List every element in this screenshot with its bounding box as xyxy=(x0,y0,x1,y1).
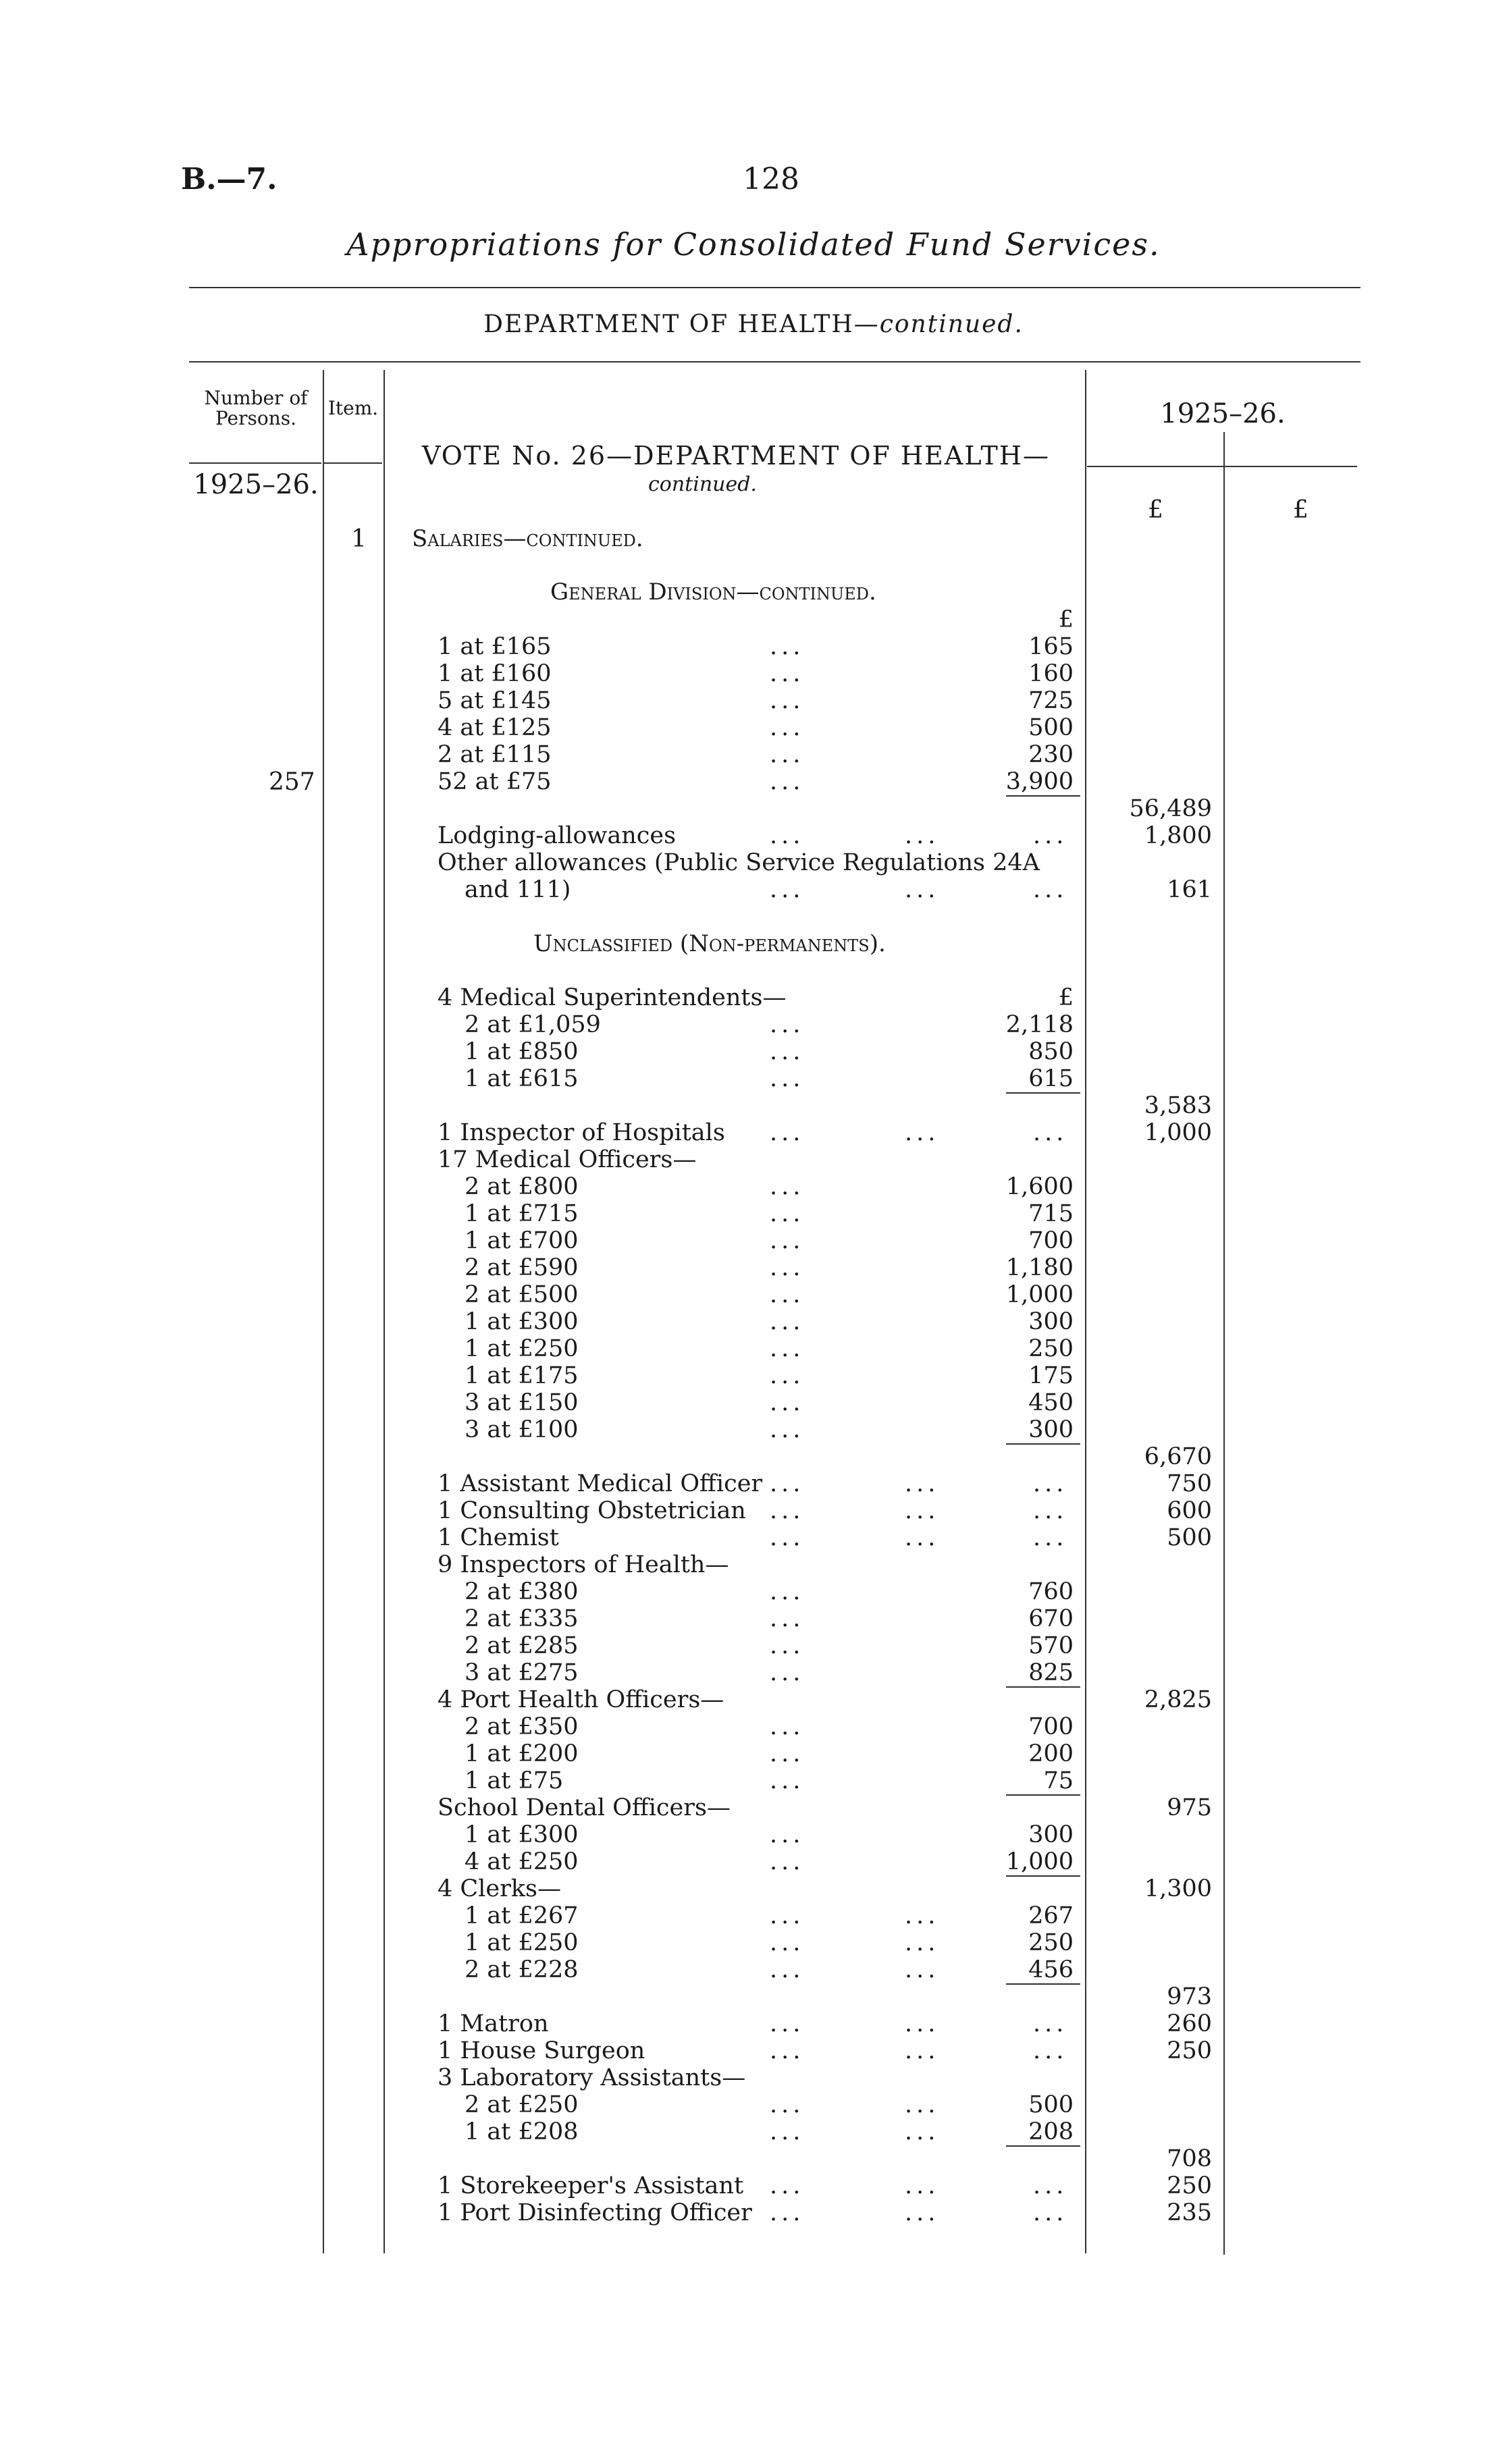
row-label: 1 at £175 xyxy=(465,1362,579,1389)
general-division-heading: General Division—continued. xyxy=(550,579,876,606)
row-label: 2 at £228 xyxy=(465,1956,579,1983)
row-label: 1 at £160 xyxy=(438,660,552,687)
row-label: 2 at £250 xyxy=(465,2091,579,2118)
row-label: and 111) xyxy=(465,876,571,903)
leader-dots: ... xyxy=(1033,2199,1068,2226)
row-label: 2 at £500 xyxy=(465,1281,579,1308)
top-rule xyxy=(189,287,1360,288)
table-row xyxy=(0,1767,1507,1794)
leader-dots: ... xyxy=(770,768,805,795)
leader-dots: ... xyxy=(770,1659,805,1686)
table-row xyxy=(0,1092,1507,1119)
table-row xyxy=(0,1929,1507,1956)
page-number: 128 xyxy=(743,162,799,196)
row-label: 1 at £165 xyxy=(438,633,552,660)
row-label: 4 Clerks— xyxy=(438,1875,561,1902)
table-row xyxy=(0,2091,1507,2118)
item-amount: 267 xyxy=(1028,1902,1074,1929)
table-row xyxy=(0,984,1507,1011)
leader-dots: ... xyxy=(1033,2037,1068,2064)
row-label: 1 at £250 xyxy=(465,1929,579,1956)
item-amount: 1,000 xyxy=(1005,1848,1074,1875)
leader-dots: ... xyxy=(770,1038,805,1065)
item-amount: 1,000 xyxy=(1005,1281,1074,1308)
table-row xyxy=(0,1227,1507,1254)
table-row xyxy=(0,1632,1507,1659)
table-row xyxy=(0,1983,1507,2010)
leader-dots: ... xyxy=(770,1848,805,1875)
department-heading xyxy=(0,311,1507,338)
table-row xyxy=(0,1200,1507,1227)
row-label: Other allowances (Public Service Regulations 24A xyxy=(438,849,1040,876)
leader-dots: ... xyxy=(1033,1119,1068,1146)
leader-dots: ... xyxy=(770,1416,805,1443)
row-label: 2 at £335 xyxy=(465,1605,579,1632)
item-amount: 230 xyxy=(1028,741,1074,768)
table-row xyxy=(0,1659,1507,1686)
department-continued: —continued. xyxy=(853,311,1024,338)
table-row xyxy=(0,606,1507,633)
table-row xyxy=(0,1497,1507,1524)
row-label: 5 at £145 xyxy=(438,687,552,714)
subtotal-amount: 6,670 xyxy=(1144,1443,1212,1470)
row-label: 2 at £800 xyxy=(465,1173,579,1200)
row-label: 9 Inspectors of Health— xyxy=(438,1551,729,1578)
table-row xyxy=(0,1281,1507,1308)
item-amount: 160 xyxy=(1028,660,1074,687)
table-row xyxy=(0,2064,1507,2091)
table-row xyxy=(0,1686,1507,1713)
row-label: 1 at £615 xyxy=(465,1065,579,1092)
leader-dots: ... xyxy=(770,2199,805,2226)
item-amount: 500 xyxy=(1028,2091,1074,2118)
leader-dots: ... xyxy=(770,1740,805,1767)
row-label: 1 Chemist xyxy=(438,1524,559,1551)
item-amount: 175 xyxy=(1028,1362,1074,1389)
leader-dots: ... xyxy=(905,1119,940,1146)
row-label: 2 at £285 xyxy=(465,1632,579,1659)
subtotal-amount: 1,000 xyxy=(1144,1119,1212,1146)
sum-rule xyxy=(1006,1092,1080,1094)
table-row xyxy=(0,2172,1507,2199)
item-amount: £ xyxy=(1058,984,1074,1011)
table-row xyxy=(0,714,1507,741)
leader-dots: ... xyxy=(770,1119,805,1146)
table-row xyxy=(0,660,1507,687)
row-label: 2 at £590 xyxy=(465,1254,579,1281)
leader-dots: ... xyxy=(770,876,805,903)
table-top-rule xyxy=(189,361,1360,363)
leader-dots: ... xyxy=(770,687,805,714)
table-row xyxy=(0,2037,1507,2064)
table-row xyxy=(0,1821,1507,1848)
item-amount: 1,180 xyxy=(1005,1254,1074,1281)
row-label: 2 at £115 xyxy=(438,741,552,768)
row-label: 17 Medical Officers— xyxy=(438,1146,697,1173)
subtotal-amount: 500 xyxy=(1167,1524,1212,1551)
salaries-heading: Salaries—continued. xyxy=(412,525,643,552)
row-label: 1 at £300 xyxy=(465,1821,579,1848)
leader-dots: ... xyxy=(770,2037,805,2064)
leader-dots: ... xyxy=(770,1389,805,1416)
row-label: 4 Medical Superintendents— xyxy=(438,984,787,1011)
department-name: DEPARTMENT OF HEALTH xyxy=(483,311,854,338)
item-amount: 200 xyxy=(1028,1740,1074,1767)
year-left-header: 1925–26. xyxy=(193,469,319,500)
table-row xyxy=(0,2199,1507,2226)
sum-rule xyxy=(1006,1875,1080,1877)
item-amount: 700 xyxy=(1028,1227,1074,1254)
leader-dots: ... xyxy=(905,1929,940,1956)
row-label: 1 House Surgeon xyxy=(438,2037,645,2064)
item-column-header: Item. xyxy=(327,397,379,419)
leader-dots: ... xyxy=(770,1308,805,1335)
item-amount: 300 xyxy=(1028,1416,1074,1443)
leader-dots: ... xyxy=(905,2118,940,2145)
leader-dots: ... xyxy=(770,1470,805,1497)
item-amount: 300 xyxy=(1028,1308,1074,1335)
row-label: 3 Laboratory Assistants— xyxy=(438,2064,746,2091)
row-label: 1 Inspector of Hospitals xyxy=(438,1119,725,1146)
leader-dots: ... xyxy=(905,2037,940,2064)
subtotal-amount: 975 xyxy=(1167,1794,1212,1821)
item-amount: 165 xyxy=(1028,633,1074,660)
subtotal-amount: 3,583 xyxy=(1144,1092,1212,1119)
table-row xyxy=(0,2145,1507,2172)
row-label: 2 at £380 xyxy=(465,1578,579,1605)
sum-rule xyxy=(1006,2145,1080,2147)
row-label: Lodging-allowances xyxy=(438,822,677,849)
leader-dots: ... xyxy=(770,1497,805,1524)
leader-dots: ... xyxy=(770,1011,805,1038)
table-row xyxy=(0,876,1507,903)
table-row xyxy=(0,795,1507,822)
table-row xyxy=(0,1011,1507,1038)
row-label: 2 at £350 xyxy=(465,1713,579,1740)
leader-dots: ... xyxy=(905,1497,940,1524)
table-row xyxy=(0,1389,1507,1416)
subtotal-amount: 600 xyxy=(1167,1497,1212,1524)
table-row xyxy=(0,1578,1507,1605)
item-amount: 250 xyxy=(1028,1929,1074,1956)
leader-dots: ... xyxy=(905,822,940,849)
table-row xyxy=(0,633,1507,660)
sum-rule xyxy=(1006,1983,1080,1985)
table-row xyxy=(0,1794,1507,1821)
leader-dots: ... xyxy=(770,1578,805,1605)
item-amount: 725 xyxy=(1028,687,1074,714)
leader-dots: ... xyxy=(770,1767,805,1794)
row-label: 1 at £75 xyxy=(465,1767,564,1794)
row-label: 1 at £700 xyxy=(465,1227,579,1254)
row-label: 1 at £200 xyxy=(465,1740,579,1767)
table-row xyxy=(0,1173,1507,1200)
leader-dots: ... xyxy=(1033,1470,1068,1497)
subtotal-amount: 1,800 xyxy=(1144,822,1212,849)
subtotal-amount: 161 xyxy=(1167,876,1212,903)
subtotal-amount: 250 xyxy=(1167,2172,1212,2199)
leader-dots: ... xyxy=(770,2118,805,2145)
leader-dots: ... xyxy=(770,1605,805,1632)
item-head-rule xyxy=(324,462,382,464)
row-label: 3 at £275 xyxy=(465,1659,579,1686)
item-amount: 300 xyxy=(1028,1821,1074,1848)
item-amount: 500 xyxy=(1028,714,1074,741)
item-amount: 715 xyxy=(1028,1200,1074,1227)
leader-dots: ... xyxy=(770,1929,805,1956)
item-amount: 456 xyxy=(1028,1956,1074,1983)
leader-dots: ... xyxy=(905,2199,940,2226)
table-row xyxy=(0,1875,1507,1902)
leader-dots: ... xyxy=(770,1254,805,1281)
table-row xyxy=(0,1065,1507,1092)
table-row xyxy=(0,1902,1507,1929)
sum-rule xyxy=(1006,1686,1080,1688)
leader-dots: ... xyxy=(770,1281,805,1308)
table-row xyxy=(0,1416,1507,1443)
table-row xyxy=(0,1308,1507,1335)
row-label: 1 Matron xyxy=(438,2010,549,2037)
row-label: 4 at £250 xyxy=(465,1848,579,1875)
page-code: B.—7. xyxy=(181,162,277,196)
leader-dots: ... xyxy=(1033,822,1068,849)
table-row xyxy=(0,1524,1507,1551)
row-label: 3 at £100 xyxy=(465,1416,579,1443)
table-row xyxy=(0,687,1507,714)
table-row xyxy=(0,1362,1507,1389)
subtotal-amount: 973 xyxy=(1167,1983,1212,2010)
table-row xyxy=(0,1254,1507,1281)
leader-dots: ... xyxy=(770,1821,805,1848)
unclassified-heading: Unclassified (Non-permanents). xyxy=(533,930,886,957)
table-row xyxy=(0,1470,1507,1497)
table-row xyxy=(0,741,1507,768)
year-right-header: 1925–26. xyxy=(1160,398,1286,429)
item-amount: 208 xyxy=(1028,2118,1074,2145)
table-row xyxy=(0,1956,1507,1983)
leader-dots: ... xyxy=(770,714,805,741)
table-row xyxy=(0,1335,1507,1362)
sum-rule xyxy=(1006,1443,1080,1445)
pound-header-b: £ xyxy=(1293,496,1308,524)
item-amount: 250 xyxy=(1028,1335,1074,1362)
leader-dots: ... xyxy=(770,1335,805,1362)
year-head-rule xyxy=(1087,466,1357,467)
item-amount: 670 xyxy=(1028,1605,1074,1632)
table-row xyxy=(0,822,1507,849)
leader-dots: ... xyxy=(770,2172,805,2199)
leader-dots: ... xyxy=(770,741,805,768)
table-row xyxy=(0,1848,1507,1875)
item-amount: 1,600 xyxy=(1005,1173,1074,1200)
leader-dots: ... xyxy=(905,1902,940,1929)
row-label: 1 Assistant Medical Officer xyxy=(438,1470,763,1497)
leader-dots: ... xyxy=(770,1065,805,1092)
leader-dots: ... xyxy=(905,2010,940,2037)
leader-dots: ... xyxy=(770,660,805,687)
row-label: 1 at £250 xyxy=(465,1335,579,1362)
leader-dots: ... xyxy=(905,1524,940,1551)
item-amount: 2,118 xyxy=(1005,1011,1074,1038)
leader-dots: ... xyxy=(770,1362,805,1389)
item-amount: 850 xyxy=(1028,1038,1074,1065)
row-label: 1 at £715 xyxy=(465,1200,579,1227)
table-row xyxy=(0,1038,1507,1065)
subtotal-amount: 750 xyxy=(1167,1470,1212,1497)
item-amount: 760 xyxy=(1028,1578,1074,1605)
page-title: Appropriations for Consolidated Fund Services. xyxy=(346,226,1161,263)
row-label: 4 at £125 xyxy=(438,714,552,741)
table-row xyxy=(0,1443,1507,1470)
table-row xyxy=(0,1119,1507,1146)
item-amount: 615 xyxy=(1028,1065,1074,1092)
table-row xyxy=(0,1713,1507,1740)
item-amount: 570 xyxy=(1028,1632,1074,1659)
leader-dots: ... xyxy=(770,1632,805,1659)
item-amount: 700 xyxy=(1028,1713,1074,1740)
pound-header-a: £ xyxy=(1148,496,1163,524)
leader-dots: ... xyxy=(770,1713,805,1740)
row-label: 4 Port Health Officers— xyxy=(438,1686,724,1713)
leader-dots: ... xyxy=(905,2091,940,2118)
row-label: 1 Consulting Obstetrician xyxy=(438,1497,746,1524)
persons-total: 257 xyxy=(269,768,315,796)
row-label: 1 at £850 xyxy=(465,1038,579,1065)
leader-dots: ... xyxy=(770,1227,805,1254)
leader-dots: ... xyxy=(770,2010,805,2037)
table-row xyxy=(0,2118,1507,2145)
subtotal-amount: 2,825 xyxy=(1144,1686,1212,1713)
subtotal-amount: 250 xyxy=(1167,2037,1212,2064)
leader-dots: ... xyxy=(770,1524,805,1551)
sum-rule xyxy=(1006,1794,1080,1796)
row-label: 1 Storekeeper's Assistant xyxy=(438,2172,744,2199)
table-row xyxy=(0,1551,1507,1578)
row-label: 2 at £1,059 xyxy=(465,1011,601,1038)
subtotal-amount: 235 xyxy=(1167,2199,1212,2226)
table-row xyxy=(0,849,1507,876)
subtotal-amount: 708 xyxy=(1167,2145,1212,2172)
item-amount: 3,900 xyxy=(1005,768,1074,795)
leader-dots: ... xyxy=(905,2172,940,2199)
persons-column-header: Number of Persons. xyxy=(204,387,308,429)
leader-dots: ... xyxy=(770,2091,805,2118)
item-amount: 450 xyxy=(1028,1389,1074,1416)
leader-dots: ... xyxy=(905,876,940,903)
leader-dots: ... xyxy=(770,633,805,660)
row-label: 1 at £208 xyxy=(465,2118,579,2145)
sum-rule xyxy=(1006,795,1080,797)
leader-dots: ... xyxy=(770,822,805,849)
item-amount: 75 xyxy=(1043,1767,1074,1794)
row-label: 1 Port Disinfecting Officer xyxy=(438,2199,752,2226)
row-label: 3 at £150 xyxy=(465,1389,579,1416)
subtotal-amount: 1,300 xyxy=(1144,1875,1212,1902)
leader-dots: ... xyxy=(1033,876,1068,903)
row-label: School Dental Officers— xyxy=(438,1794,731,1821)
row-label: 1 at £267 xyxy=(465,1902,579,1929)
table-row xyxy=(0,1740,1507,1767)
leader-dots: ... xyxy=(770,1173,805,1200)
item-number: 1 xyxy=(351,525,367,553)
table-row xyxy=(0,768,1507,795)
row-label: 52 at £75 xyxy=(438,768,552,795)
table-row xyxy=(0,2010,1507,2037)
leader-dots: ... xyxy=(770,1200,805,1227)
persons-head-rule xyxy=(189,462,321,464)
leader-dots: ... xyxy=(1033,2010,1068,2037)
item-amount: 825 xyxy=(1028,1659,1074,1686)
table-row xyxy=(0,1146,1507,1173)
row-label: 1 at £300 xyxy=(465,1308,579,1335)
table-row xyxy=(0,1605,1507,1632)
leader-dots: ... xyxy=(905,1470,940,1497)
subtotal-amount: 260 xyxy=(1167,2010,1212,2037)
vote-continued: continued. xyxy=(648,473,757,496)
item-amount: £ xyxy=(1058,606,1074,633)
leader-dots: ... xyxy=(1033,1497,1068,1524)
subtotal-amount: 56,489 xyxy=(1129,795,1212,822)
leader-dots: ... xyxy=(1033,2172,1068,2199)
leader-dots: ... xyxy=(770,1956,805,1983)
vote-title: VOTE No. 26—DEPARTMENT OF HEALTH— xyxy=(422,441,1050,471)
leader-dots: ... xyxy=(770,1902,805,1929)
leader-dots: ... xyxy=(1033,1524,1068,1551)
leader-dots: ... xyxy=(905,1956,940,1983)
